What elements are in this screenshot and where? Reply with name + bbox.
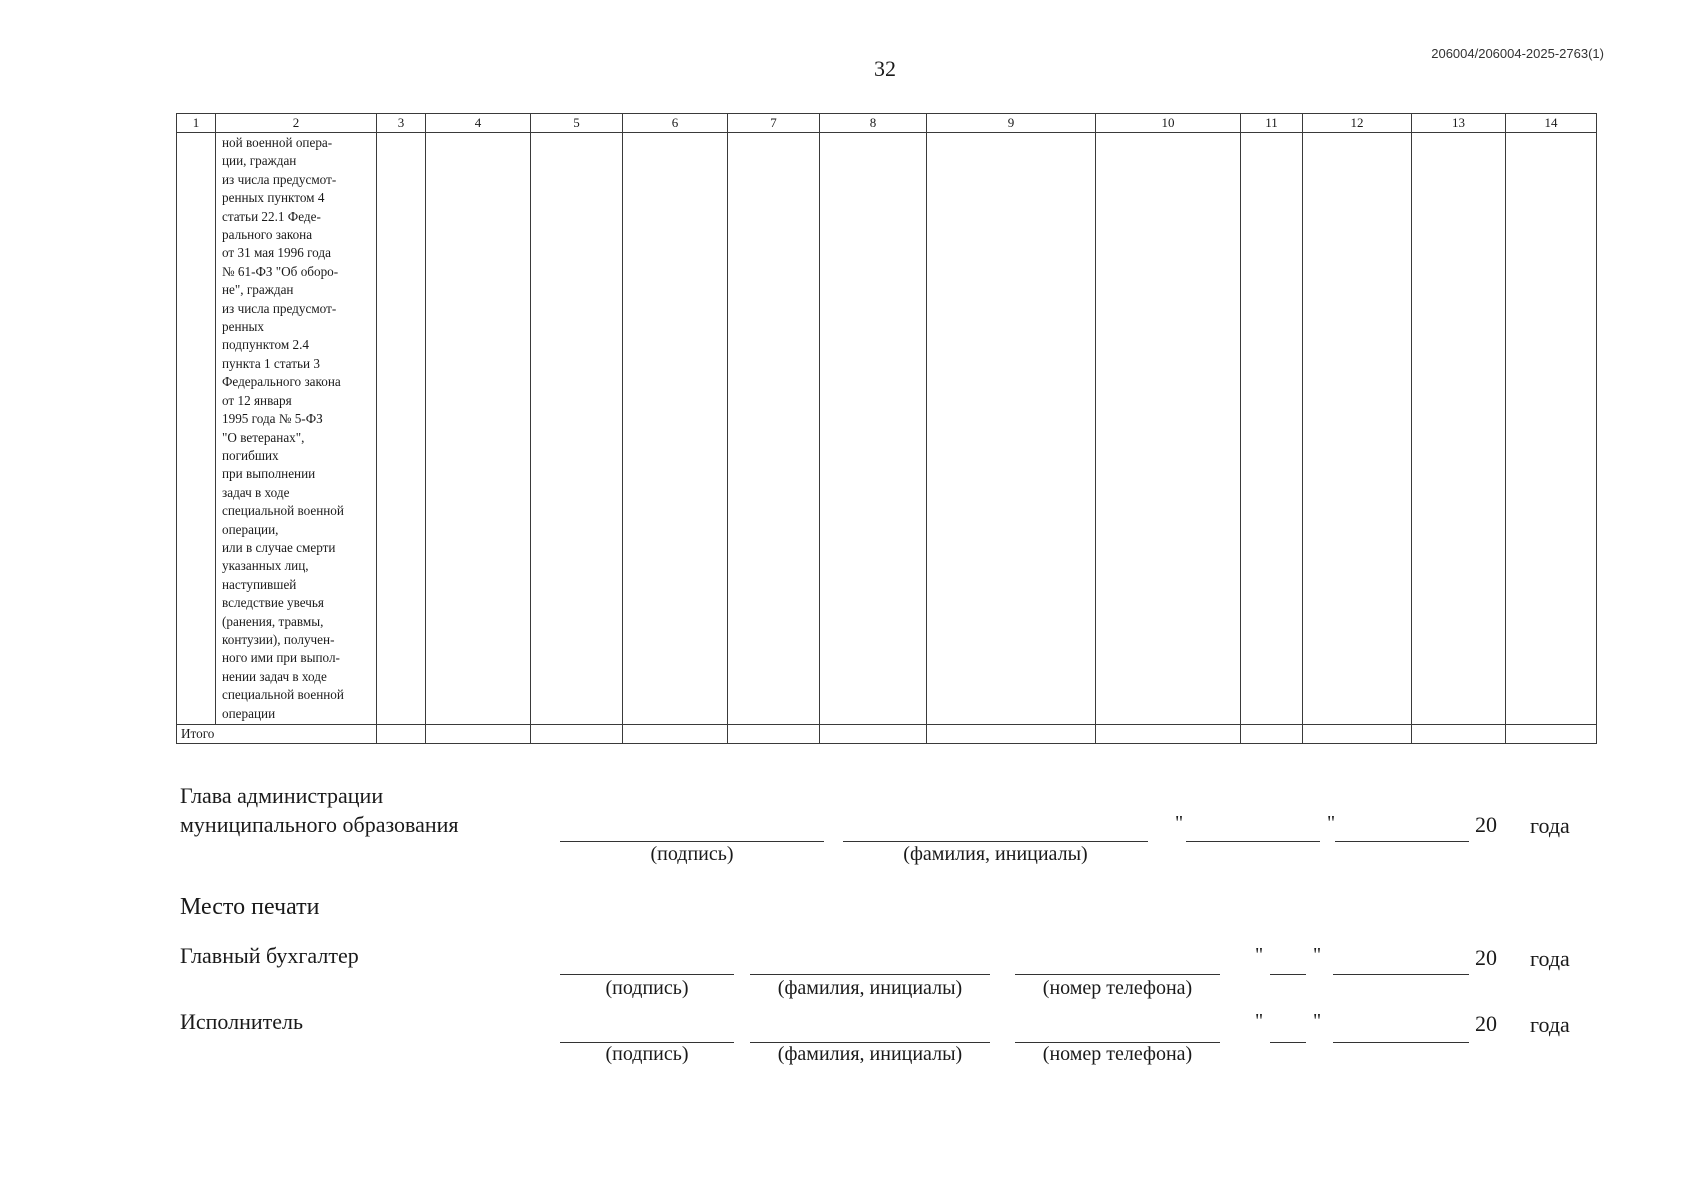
description-line: ренных xyxy=(222,319,265,335)
head-year-prefix: 20 xyxy=(1475,812,1497,837)
column-header: 1 xyxy=(177,114,216,133)
executor-signature-caption: (подпись) xyxy=(605,1043,689,1065)
description-line: подпунктом 2.4 xyxy=(222,337,309,353)
quote-open: " xyxy=(1255,944,1264,966)
description-line: № 61-ФЗ "Об оборо- xyxy=(222,263,339,279)
description-line: или в случае смерти xyxy=(222,539,336,555)
head-day-line[interactable] xyxy=(1186,841,1320,842)
cell-empty xyxy=(531,133,623,725)
cell-empty xyxy=(1303,133,1412,725)
page-number: 32 xyxy=(874,56,896,81)
description-line: указанных лиц, xyxy=(222,558,309,574)
cell-empty xyxy=(1096,725,1241,744)
column-header: 3 xyxy=(377,114,426,133)
executor-year-prefix: 20 xyxy=(1475,1011,1497,1036)
executor-day-line[interactable] xyxy=(1270,1042,1306,1043)
description-line: нении задач в ходе xyxy=(222,668,327,684)
accountant-name-caption: (фамилия, инициалы) xyxy=(777,977,963,999)
executor-phone-caption: (номер телефона) xyxy=(1042,1043,1193,1065)
quote-close: " xyxy=(1313,944,1322,966)
cell-description xyxy=(216,133,377,725)
description-line: не", граждан xyxy=(222,282,294,298)
description-line: из числа предусмот- xyxy=(222,300,337,316)
description-line: (ранения, травмы, xyxy=(222,613,324,629)
stamp-place: Место печати xyxy=(180,894,320,920)
description-line: от 31 мая 1996 года xyxy=(222,245,331,261)
description-line: Федерального закона xyxy=(222,374,341,390)
description-line: задач в ходе xyxy=(222,484,290,500)
head-title-line1: Глава администрации xyxy=(180,783,384,808)
cell-empty xyxy=(1506,133,1597,725)
accountant-name-line[interactable] xyxy=(750,974,990,975)
description-line: "О ветеранах", xyxy=(222,429,305,445)
cell-empty xyxy=(377,725,426,744)
executor-name-caption: (фамилия, инициалы) xyxy=(777,1043,963,1065)
accountant-phone-line[interactable] xyxy=(1015,974,1220,975)
quote-open: " xyxy=(1175,812,1184,834)
cell-empty xyxy=(623,133,728,725)
accountant-day-line[interactable] xyxy=(1270,974,1306,975)
column-header: 14 xyxy=(1506,114,1597,133)
description-line: пункта 1 статьи 3 xyxy=(222,355,320,371)
quote-open: " xyxy=(1255,1010,1264,1032)
cell-empty xyxy=(1412,133,1506,725)
cell-empty xyxy=(426,133,531,725)
cell-empty xyxy=(1241,725,1303,744)
document-id: 206004/206004-2025-2763(1) xyxy=(1431,46,1604,61)
description-line: статьи 22.1 Феде- xyxy=(222,208,321,224)
cell-empty xyxy=(927,133,1096,725)
description-line: погибших xyxy=(222,447,279,463)
description-line: контузии), получен- xyxy=(222,631,335,647)
accountant-phone-caption: (номер телефона) xyxy=(1042,977,1193,999)
cell-empty xyxy=(728,133,820,725)
report-table xyxy=(176,113,1597,744)
column-header: 8 xyxy=(820,114,927,133)
head-signature-line[interactable] xyxy=(560,841,824,842)
cell-empty xyxy=(426,725,531,744)
description-line: ции, граждан xyxy=(222,153,297,169)
description-line: из числа предусмот- xyxy=(222,171,337,187)
head-month-line[interactable] xyxy=(1335,841,1469,842)
accountant-month-line[interactable] xyxy=(1333,974,1469,975)
cell-empty xyxy=(623,725,728,744)
column-header: 2 xyxy=(216,114,377,133)
executor-label: Исполнитель xyxy=(180,1009,304,1034)
cell-empty xyxy=(820,725,927,744)
accountant-year-prefix: 20 xyxy=(1475,945,1497,970)
description-line: от 12 января xyxy=(222,392,292,408)
description-line: наступившей xyxy=(222,576,297,592)
cell-empty xyxy=(377,133,426,725)
executor-year-suffix: года xyxy=(1530,1012,1570,1037)
cell-empty xyxy=(1303,725,1412,744)
column-header: 12 xyxy=(1303,114,1412,133)
head-year-suffix: года xyxy=(1530,813,1570,838)
column-header: 4 xyxy=(426,114,531,133)
description-line: ного ими при выпол- xyxy=(222,650,340,666)
accountant-signature-caption: (подпись) xyxy=(605,977,689,999)
cell-empty xyxy=(1096,133,1241,725)
column-header: 11 xyxy=(1241,114,1303,133)
cell-empty xyxy=(1241,133,1303,725)
accountant-year-suffix: года xyxy=(1530,946,1570,971)
description-line: ренных пунктом 4 xyxy=(222,190,325,206)
accountant-label: Главный бухгалтер xyxy=(180,943,359,968)
column-number-row xyxy=(177,114,1597,133)
column-header: 5 xyxy=(531,114,623,133)
description-line: операции, xyxy=(222,521,279,537)
column-header: 10 xyxy=(1096,114,1241,133)
quote-close: " xyxy=(1313,1010,1322,1032)
description-line: вследствие увечья xyxy=(222,595,325,611)
head-title-line2: муниципального образования xyxy=(180,812,459,837)
head-signature-caption: (подпись) xyxy=(650,843,734,865)
column-header: 7 xyxy=(728,114,820,133)
cell-empty xyxy=(927,725,1096,744)
column-header: 9 xyxy=(927,114,1096,133)
table-row xyxy=(177,133,1597,725)
cell-empty xyxy=(531,725,623,744)
total-label: Итого xyxy=(177,725,377,744)
executor-month-line[interactable] xyxy=(1333,1042,1469,1043)
cell-number xyxy=(177,133,216,725)
cell-empty xyxy=(820,133,927,725)
quote-close: " xyxy=(1327,812,1336,834)
cell-empty xyxy=(1506,725,1597,744)
cell-empty xyxy=(1412,725,1506,744)
total-row xyxy=(177,725,1597,744)
description-line: операции xyxy=(222,705,276,721)
description-line: при выполнении xyxy=(222,466,316,482)
column-header: 6 xyxy=(623,114,728,133)
cell-empty xyxy=(728,725,820,744)
description-line: 1995 года № 5-ФЗ xyxy=(222,411,323,427)
column-header: 13 xyxy=(1412,114,1506,133)
description-line: ной военной опера- xyxy=(222,135,333,150)
head-name-caption: (фамилия, инициалы) xyxy=(903,843,1088,865)
description-line: специальной военной xyxy=(222,687,344,703)
description-line: специальной военной xyxy=(222,503,344,519)
description-line: рального закона xyxy=(222,227,313,243)
head-name-line[interactable] xyxy=(843,841,1148,842)
accountant-signature-line[interactable] xyxy=(560,974,734,975)
